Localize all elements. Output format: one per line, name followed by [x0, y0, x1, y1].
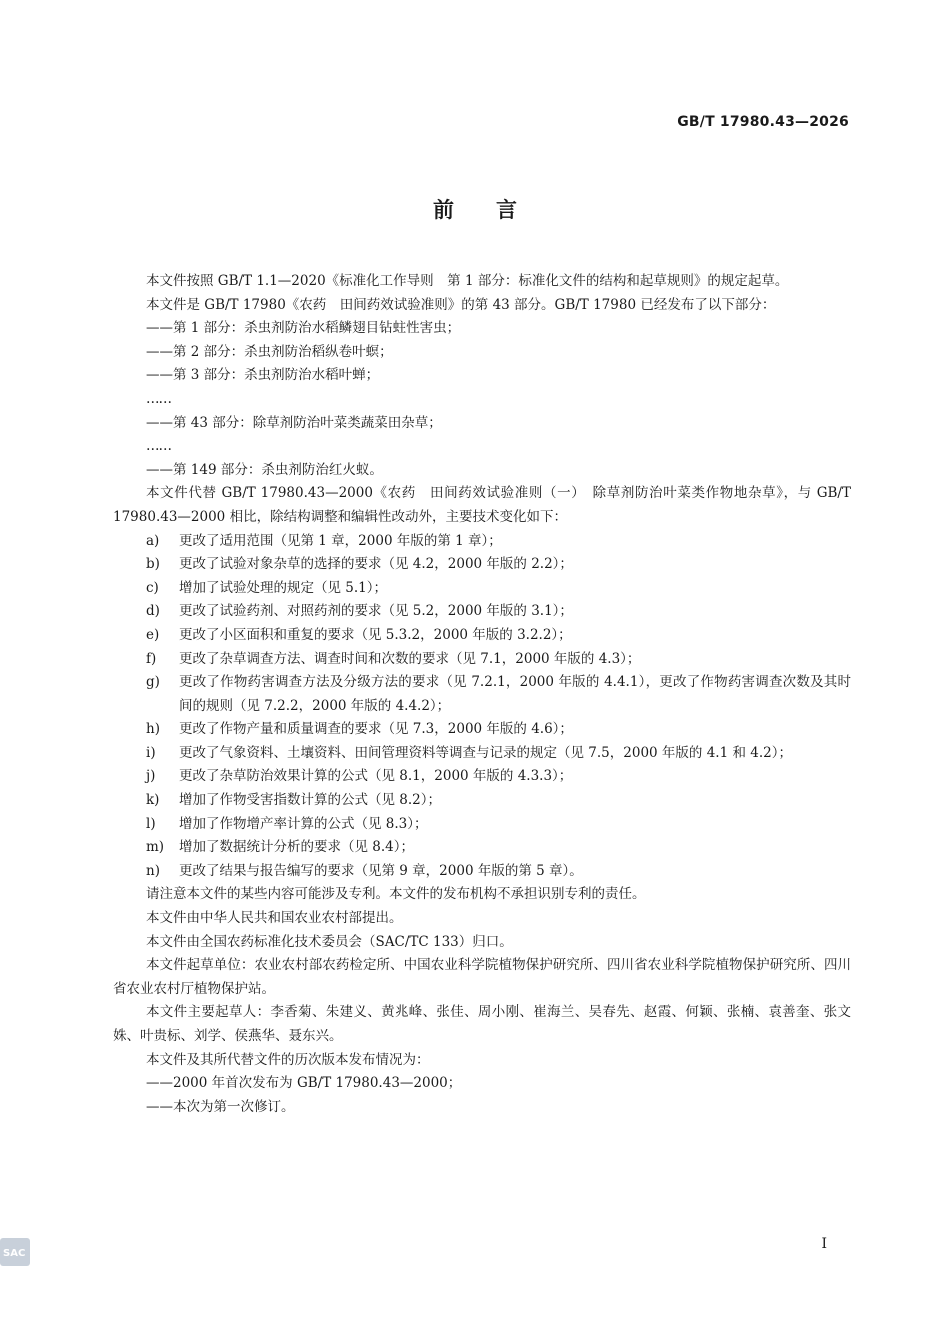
change-label: b) [146, 556, 160, 573]
history-intro: 本文件及其所代替文件的历次版本发布情况为： [146, 1051, 430, 1068]
page-title: 前言 [433, 198, 559, 222]
part-list-ellipsis: …… [146, 438, 171, 455]
sac-logo-icon [0, 1238, 30, 1266]
change-label: h) [146, 721, 160, 738]
standard-number: GB/T 17980.43—2026 [677, 114, 849, 130]
change-text: 更改了小区面积和重复的要求（见 5.3.2，2000 年版的 3.2.2）； [179, 626, 572, 643]
change-item [113, 600, 851, 624]
patent-notice: 请注意本文件的某些内容可能涉及专利。本文件的发布机构不承担识别专利的责任。 [146, 886, 646, 903]
change-label: g) [146, 674, 160, 691]
change-text: 更改了适用范围（见第 1 章，2000 年版的第 1 章）； [179, 532, 502, 549]
change-text: 增加了试验处理的规定（见 5.1）； [179, 579, 388, 596]
part-list-item: ——第 1 部分：杀虫剂防治水稻鳞翅目钻蛀性害虫； [146, 320, 461, 337]
change-text: 更改了作物药害调查方法及分级方法的要求（见 7.2.1，2000 年版的 4.4.1），更改了作物药害调查次数及其时间的规则（见 7.2.2，2000 年版的 4.4.2）； [179, 674, 851, 714]
svg-text:SAC: SAC [3, 1248, 26, 1259]
change-text: 更改了试验对象杂草的选择的要求（见 4.2，2000 年版的 2.2）； [179, 556, 573, 573]
part-list-item: ——第 43 部分：除草剂防治叶菜类蔬菜田杂草； [146, 414, 442, 431]
change-label: n) [146, 862, 160, 879]
history-item: ——本次为第一次修订。 [146, 1098, 295, 1115]
change-item [113, 671, 851, 718]
change-item [113, 813, 851, 837]
change-label: m) [146, 839, 165, 856]
change-item [113, 577, 851, 601]
intro-paragraph: 本文件是 GB/T 17980《农药 田间药效试验准则》的第 43 部分。GB/T 17980 已经发布了以下部分： [146, 296, 776, 313]
change-text: 更改了杂草调查方法、调查时间和次数的要求（见 7.1，2000 年版的 4.3）； [179, 650, 641, 667]
replacement-paragraph: 本文件代替 GB/T 17980.43—2000《农药 田间药效试验准则（一） 除草剂防治叶菜类作物地杂草》，与 GB/T 17980.43—2000 相比，除结构调整和编辑性改动外，主要技术变化如下： [113, 485, 851, 525]
change-text: 更改了试验药剂、对照药剂的要求（见 5.2，2000 年版的 3.1）； [179, 603, 573, 620]
change-item [113, 860, 851, 884]
change-text: 更改了作物产量和质量调查的要求（见 7.3，2000 年版的 4.6）； [179, 721, 573, 738]
change-label: e) [146, 626, 160, 643]
intro-paragraph: 本文件按照 GB/T 1.1—2020《标准化工作导则 第 1 部分：标准化文件的结构和起草规则》的规定起草。 [146, 273, 789, 289]
committee-statement: 本文件由全国农药标准化技术委员会（SAC/TC 133）归口。 [146, 933, 513, 950]
change-item [113, 624, 851, 648]
history-item: ——2000 年首次发布为 GB/T 17980.43—2000； [146, 1075, 462, 1092]
change-text: 增加了作物受害指数计算的公式（见 8.2）； [179, 792, 442, 809]
change-text: 增加了数据统计分析的要求（见 8.4）； [179, 839, 415, 856]
part-list-ellipsis: …… [146, 390, 171, 407]
change-label: f) [146, 650, 157, 667]
change-label: i) [146, 744, 156, 761]
change-text: 更改了杂草防治效果计算的公式（见 8.1，2000 年版的 4.3.3）； [179, 768, 573, 785]
change-item [113, 718, 851, 742]
change-item [113, 648, 851, 672]
change-text: 更改了气象资料、土壤资料、田间管理资料等调查与记录的规定（见 7.5，2000 年版的 4.1 和 4.2）； [179, 744, 792, 761]
change-label: l) [146, 815, 156, 832]
change-item [113, 553, 851, 577]
change-item [113, 742, 851, 766]
part-list-item: ——第 2 部分：杀虫剂防治稻纵卷叶螟； [146, 343, 393, 360]
change-label: k) [146, 792, 160, 809]
part-list-item: ——第 149 部分：杀虫剂防治红火蚁。 [146, 461, 383, 478]
drafters: 本文件主要起草人：李香菊、朱建义、黄兆峰、张佳、周小刚、崔海兰、吴春先、赵霞、何颖、张楠、袁善奎、张文姝、叶贵标、刘学、侯燕华、聂东兴。 [113, 1004, 851, 1044]
change-item [113, 530, 851, 554]
change-text: 更改了结果与报告编写的要求（见第 9 章，2000 年版的第 5 章）。 [179, 862, 583, 879]
change-label: c) [146, 579, 159, 596]
part-list-item: ——第 3 部分：杀虫剂防治水稻叶蝉； [146, 367, 380, 384]
change-item [113, 836, 851, 860]
change-label: a) [146, 532, 160, 549]
change-label: j) [146, 768, 156, 785]
foreword-body [113, 270, 851, 1119]
page-number: I [821, 1236, 827, 1252]
change-text: 增加了作物增产率计算的公式（见 8.3）； [179, 815, 428, 832]
proposer-statement: 本文件由中华人民共和国农业农村部提出。 [146, 910, 403, 927]
change-item [113, 789, 851, 813]
drafting-units: 本文件起草单位：农业农村部农药检定所、中国农业科学院植物保护研究所、四川省农业科学院植物保护研究所、四川省农业农村厅植物保护站。 [113, 957, 851, 997]
change-item [113, 765, 851, 789]
change-label: d) [146, 603, 160, 620]
